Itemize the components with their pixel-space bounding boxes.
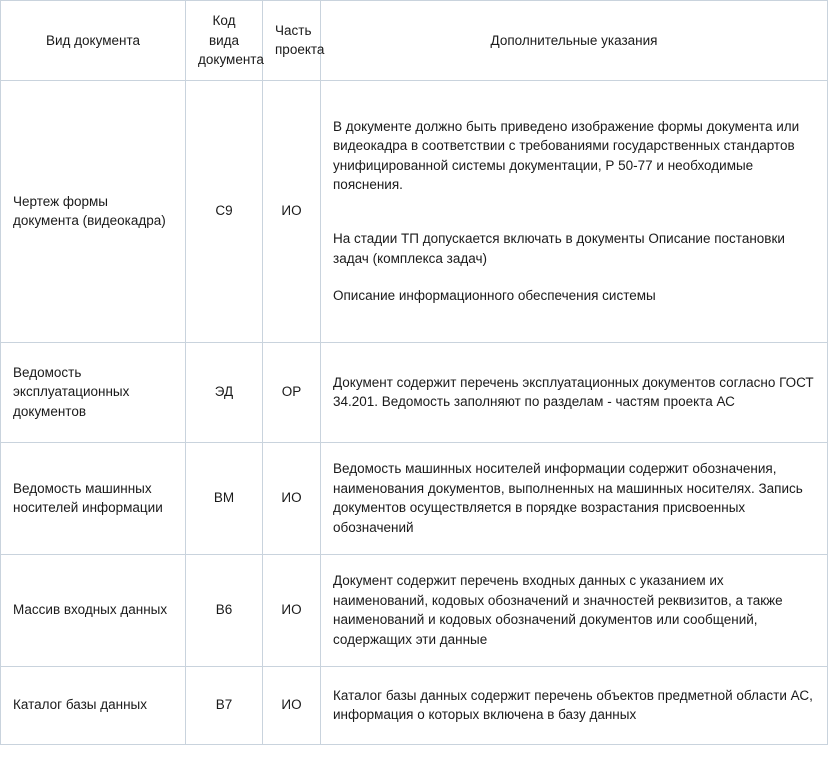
note-paragraph: Документ содержит перечень эксплуатационных документов согласно ГОСТ 34.201. Ведомость заполняют по разделам - частям проекта АС	[333, 374, 814, 410]
table-row	[1, 342, 828, 442]
note-paragraph: Ведомость машинных носителей информации содержит обозначения, наименования документов, выполненных на машинных носителях. Запись документов осуществляется в порядке возрастания присвоенных обозначений	[333, 461, 803, 535]
table-header-row	[1, 1, 828, 81]
table-row	[1, 666, 828, 744]
cell-kind: Ведомость машинных носителей информации	[1, 442, 186, 554]
note-paragraph: В документе должно быть приведено изображение формы документа или видеокадра в соответствии с требованиями государственных стандартов унифицированной системы документации, Р 50-77 и необходимые пояснения.	[333, 118, 800, 193]
cell-code: ЭД	[186, 342, 263, 442]
cell-code: В6	[186, 554, 263, 666]
cell-code: С9	[186, 80, 263, 342]
cell-code: В7	[186, 666, 263, 744]
cell-part: ИО	[263, 80, 321, 342]
table-row	[1, 554, 828, 666]
cell-notes	[321, 442, 828, 554]
table-row	[1, 80, 828, 342]
note-paragraph: На стадии ТП допускается включать в документы Описание постановки задач (комплекса задач)	[333, 230, 785, 266]
cell-kind: Каталог базы данных	[1, 666, 186, 744]
note-paragraph: Каталог базы данных содержит перечень объектов предметной области АС, информация о которых включена в базу данных	[333, 687, 813, 723]
cell-part: ИО	[263, 442, 321, 554]
cell-kind: Чертеж формы документа (видеокадра)	[1, 80, 186, 342]
header-cell-kind: Вид документа	[1, 1, 186, 81]
cell-notes	[321, 554, 828, 666]
table-body	[1, 80, 828, 744]
header-cell-notes: Дополнительные указания	[321, 1, 828, 81]
table-row	[1, 442, 828, 554]
cell-part: ОР	[263, 342, 321, 442]
cell-notes	[321, 666, 828, 744]
cell-code: ВМ	[186, 442, 263, 554]
cell-notes	[321, 342, 828, 442]
cell-notes	[321, 80, 828, 342]
note-paragraph: Документ содержит перечень входных данных с указанием их наименований, кодовых обозначений и значностей реквизитов, а также наименований и кодовых обозначений документов или сообщений, содержащих эти данные	[333, 573, 783, 647]
cell-kind: Массив входных данных	[1, 554, 186, 666]
cell-part: ИО	[263, 666, 321, 744]
note-paragraph: Описание информационного обеспечения системы	[333, 288, 656, 304]
header-cell-code: Код вида документа	[186, 1, 263, 81]
cell-kind: Ведомость эксплуатационных документов	[1, 342, 186, 442]
header-cell-part: Часть проекта	[263, 1, 321, 81]
cell-part: ИО	[263, 554, 321, 666]
table-header	[1, 1, 828, 81]
